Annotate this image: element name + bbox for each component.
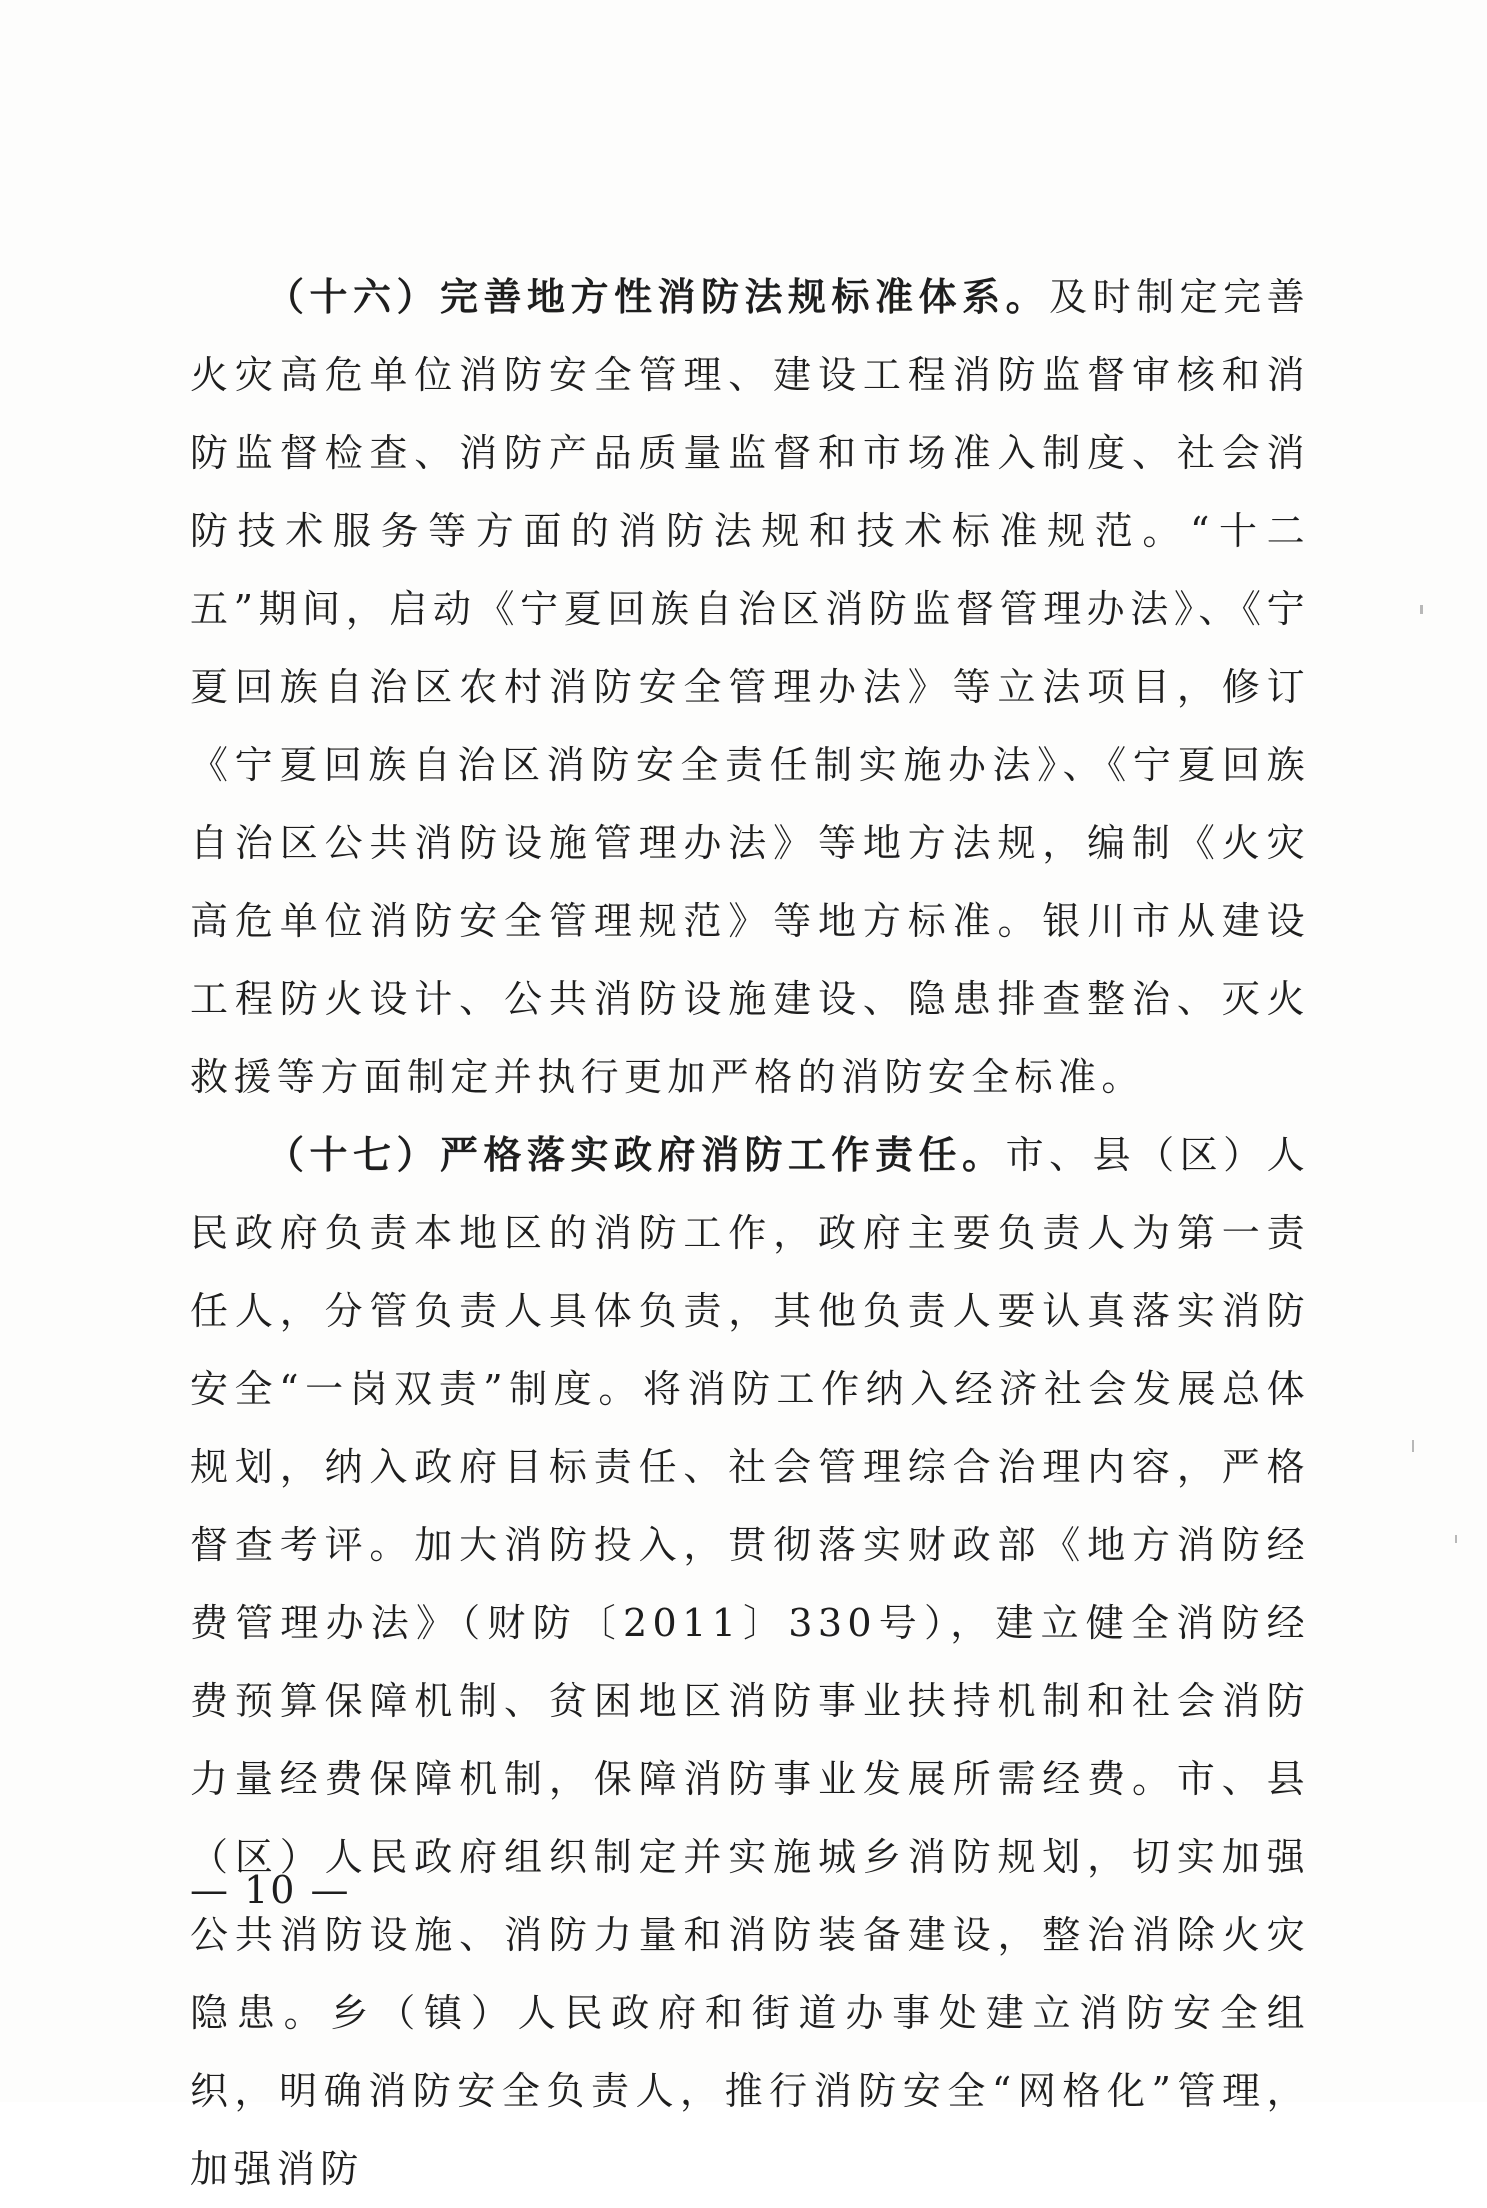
paragraph-16-text: 及时制定完善火灾高危单位消防安全管理、建设工程消防监督审核和消防监督检查、消防产品质量监督和市场准入制度、社会消防技术服务等方面的消防法规和技术标准规范。“十二五”期间，启动《宁夏回族自治区消防监督管理办法》、《宁夏回族自治区农村消防安全管理办法》等立法项目，修订《宁夏回族自治区消防安全责任制实施办法》、《宁夏回族自治区公共消防设施管理办法》等地方法规，编制《火灾高危单位消防安全管理规范》等地方标准。银川市从建设工程防火设计、公共消防设施建设、隐患排查整治、灭火救援等方面制定并执行更加严格的消防安全标准。: [190, 275, 1310, 1099]
document-body: [190, 258, 1310, 2208]
scan-speck: [1412, 1440, 1414, 1452]
paragraph-17-heading: （十七）严格落实政府消防工作责任。: [266, 1132, 1006, 1177]
paragraph-17-text: 市、县（区）人民政府负责本地区的消防工作，政府主要负责人为第一责任人，分管负责人具体负责，其他负责人要认真落实消防安全“一岗双责”制度。将消防工作纳入经济社会发展总体规划，纳入政府目标责任、社会管理综合治理内容，严格督查考评。加大消防投入，贯彻落实财政部《地方消防经费管理办法》（财防〔2011〕330号），建立健全消防经费预算保障机制、贫困地区消防事业扶持机制和社会消防力量经费保障机制，保障消防事业发展所需经费。市、县（区）人民政府组织制定并实施城乡消防规划，切实加强公共消防设施、消防力量和消防装备建设，整治消除火灾隐患。乡（镇）人民政府和街道办事处建立消防安全组织，明确消防安全负责人，推行消防安全“网格化”管理，加强消防: [190, 1133, 1310, 2191]
scan-speck: [1420, 605, 1423, 614]
paragraph-16-heading: （十六）完善地方性消防法规标准体系。: [266, 274, 1050, 319]
paragraph-16: [190, 258, 1310, 1116]
scan-speck: [1455, 1535, 1457, 1543]
paragraph-17: [190, 1116, 1310, 2208]
page-number: — 10 —: [190, 1868, 351, 1912]
